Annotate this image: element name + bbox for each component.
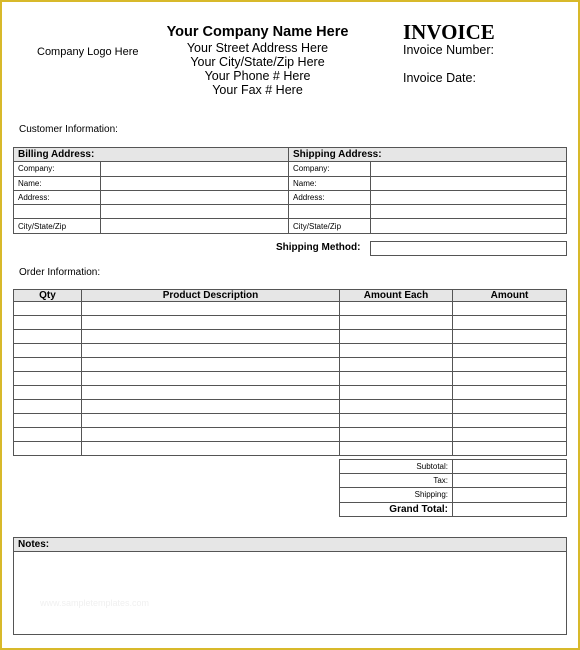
billing-field-label: Name: (14, 176, 101, 190)
description-cell[interactable] (82, 372, 340, 386)
customer-info-label: Customer Information: (19, 124, 118, 135)
shipping-field-label: Address: (289, 190, 371, 204)
billing-name-input[interactable] (101, 176, 289, 190)
description-cell[interactable] (82, 344, 340, 358)
company-block (150, 24, 365, 97)
amount-each-cell[interactable] (340, 358, 453, 372)
description-cell[interactable] (82, 316, 340, 330)
amount-each-cell[interactable] (340, 428, 453, 442)
amount-cell[interactable] (453, 330, 567, 344)
order-table (13, 289, 567, 456)
shipping-method-label: Shipping Method: (276, 242, 361, 253)
qty-cell[interactable] (14, 442, 82, 456)
company-fax[interactable]: Your Fax # Here (212, 83, 303, 97)
watermark-text: www.sampletemplates.com (40, 598, 150, 608)
notes-header: Notes: (14, 538, 566, 552)
qty-cell[interactable] (14, 302, 82, 316)
amount-cell[interactable] (453, 372, 567, 386)
qty-cell[interactable] (14, 428, 82, 442)
amount-each-cell[interactable] (340, 344, 453, 358)
billing-address2-input[interactable] (101, 205, 289, 219)
description-cell[interactable] (82, 386, 340, 400)
shipping-company-input[interactable] (371, 162, 567, 176)
description-cell[interactable] (82, 414, 340, 428)
order-row (14, 428, 567, 442)
description-cell[interactable] (82, 442, 340, 456)
amount-each-cell[interactable] (340, 414, 453, 428)
billing-field-label: Address: (14, 190, 101, 204)
company-city[interactable]: Your City/State/Zip Here (190, 55, 325, 69)
amount-cell[interactable] (453, 358, 567, 372)
order-info-label: Order Information: (19, 267, 101, 278)
amount-cell[interactable] (453, 428, 567, 442)
column-header-amount: Amount (453, 290, 567, 302)
billing-company-input[interactable] (101, 162, 289, 176)
shipping-value-cell[interactable] (453, 488, 567, 502)
description-cell[interactable] (82, 428, 340, 442)
order-row (14, 302, 567, 316)
amount-each-cell[interactable] (340, 316, 453, 330)
amount-each-cell[interactable] (340, 330, 453, 344)
order-row (14, 386, 567, 400)
order-row (14, 316, 567, 330)
billing-field-label: Company: (14, 162, 101, 176)
shipping-field-label: Company: (289, 162, 371, 176)
amount-cell[interactable] (453, 344, 567, 358)
column-header-description: Product Description (82, 290, 340, 302)
amount-cell[interactable] (453, 302, 567, 316)
invoice-number-label: Invoice Number: (403, 43, 495, 57)
shipping-label: Shipping: (340, 488, 453, 502)
shipping-address-header: Shipping Address: (289, 148, 567, 162)
amount-each-cell[interactable] (340, 372, 453, 386)
tax-label: Tax: (340, 474, 453, 488)
subtotal-value-cell[interactable] (453, 460, 567, 474)
address-table (13, 147, 567, 234)
notes-box[interactable] (13, 537, 567, 635)
shipping-name-input[interactable] (371, 176, 567, 190)
grand-total-label: Grand Total: (340, 502, 453, 516)
amount-each-cell[interactable] (340, 442, 453, 456)
order-row (14, 344, 567, 358)
billing-address-header: Billing Address: (14, 148, 289, 162)
billing-field-label (14, 205, 101, 219)
amount-cell[interactable] (453, 316, 567, 330)
shipping-address2-input[interactable] (371, 205, 567, 219)
shipping-address-input[interactable] (371, 190, 567, 204)
description-cell[interactable] (82, 400, 340, 414)
amount-each-cell[interactable] (340, 302, 453, 316)
company-phone[interactable]: Your Phone # Here (204, 69, 311, 83)
order-row (14, 414, 567, 428)
billing-city-input[interactable] (101, 219, 289, 233)
invoice-date-label: Invoice Date: (403, 71, 476, 85)
amount-cell[interactable] (453, 414, 567, 428)
qty-cell[interactable] (14, 316, 82, 330)
qty-cell[interactable] (14, 344, 82, 358)
tax-value-cell[interactable] (453, 474, 567, 488)
description-cell[interactable] (82, 358, 340, 372)
amount-cell[interactable] (453, 400, 567, 414)
order-row (14, 442, 567, 456)
amount-cell[interactable] (453, 386, 567, 400)
qty-cell[interactable] (14, 330, 82, 344)
shipping-method-input[interactable] (370, 241, 567, 256)
qty-cell[interactable] (14, 358, 82, 372)
shipping-city-input[interactable] (371, 219, 567, 233)
column-header-amount-each: Amount Each (340, 290, 453, 302)
billing-address-input[interactable] (101, 190, 289, 204)
company-name[interactable]: Your Company Name Here (166, 24, 349, 40)
description-cell[interactable] (82, 302, 340, 316)
order-row (14, 358, 567, 372)
totals-table (339, 459, 567, 517)
amount-each-cell[interactable] (340, 386, 453, 400)
shipping-field-label: City/State/Zip (289, 219, 371, 233)
billing-field-label: City/State/Zip (14, 219, 101, 233)
order-row (14, 400, 567, 414)
column-header-qty: Qty (14, 290, 82, 302)
company-street[interactable]: Your Street Address Here (186, 41, 329, 55)
description-cell[interactable] (82, 330, 340, 344)
qty-cell[interactable] (14, 400, 82, 414)
amount-cell[interactable] (453, 442, 567, 456)
grand-total-value-cell[interactable] (453, 502, 567, 516)
order-row (14, 372, 567, 386)
subtotal-label: Subtotal: (340, 460, 453, 474)
company-logo-placeholder: Company Logo Here (37, 46, 139, 58)
qty-cell[interactable] (14, 414, 82, 428)
shipping-field-label: Name: (289, 176, 371, 190)
order-row (14, 330, 567, 344)
qty-cell[interactable] (14, 372, 82, 386)
invoice-title: INVOICE (403, 20, 495, 44)
qty-cell[interactable] (14, 386, 82, 400)
amount-each-cell[interactable] (340, 400, 453, 414)
shipping-field-label (289, 205, 371, 219)
